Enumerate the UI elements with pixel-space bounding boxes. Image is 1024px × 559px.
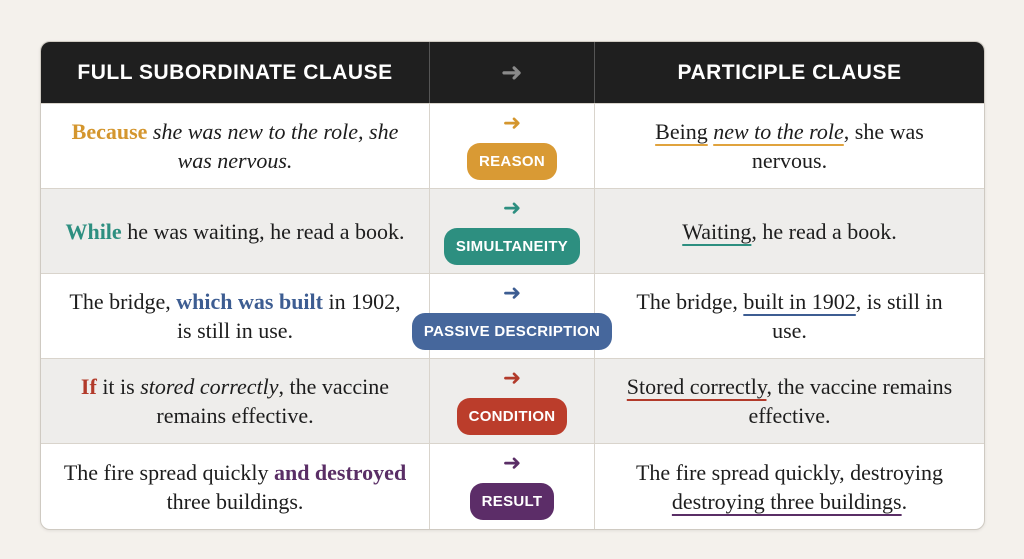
participle-highlight: built in 1902 <box>743 289 856 314</box>
clause-italic: stored correctly <box>140 374 279 399</box>
keyword: which was built <box>176 289 323 314</box>
row-reason-full <box>41 103 429 188</box>
header-arrow-icon: ➜ <box>429 42 595 103</box>
keyword: If <box>80 374 97 399</box>
row-passive-link <box>423 273 601 358</box>
row-condition-participle <box>595 358 984 443</box>
clause-text: The fire spread quickly <box>63 459 274 485</box>
row-passive-participle <box>595 273 984 358</box>
clause-text-2: . <box>901 488 908 514</box>
row-reason-participle <box>595 103 984 188</box>
row-result-participle <box>595 443 984 529</box>
table-grid <box>41 42 984 529</box>
clause-text-2: three buildings. <box>166 488 304 514</box>
row-result-full <box>41 443 429 529</box>
clause-text: she was new to the role, she was nervous. <box>147 119 399 173</box>
right-arrow-icon: ➜ <box>502 110 522 136</box>
clause-text: , she was nervous. <box>751 119 924 173</box>
keyword: and destroyed <box>273 459 407 485</box>
header-full-clause: FULL SUBORDINATE CLAUSE <box>41 42 429 103</box>
participle-highlight: destroying three buildings <box>671 488 902 514</box>
comparison-table <box>40 41 985 530</box>
header-participle-clause: PARTICIPLE CLAUSE <box>595 42 984 103</box>
clause-text: it is <box>96 374 141 399</box>
row-simultaneity-participle <box>595 188 984 273</box>
clause-text-2: , the vaccine remains effective. <box>156 374 390 428</box>
participle-highlight: Stored correctly <box>626 374 767 399</box>
clause-text: The bridge, <box>636 289 744 314</box>
clause-text-2: in 1902, is still in use. <box>176 289 401 343</box>
row-condition-link <box>429 358 595 443</box>
right-arrow-icon: ➜ <box>502 451 522 476</box>
clause-text-2: , is still in use. <box>772 289 943 343</box>
right-arrow-icon: ➜ <box>502 365 522 391</box>
row-simultaneity-full <box>41 188 429 273</box>
passive-description-badge: PASSIVE DESCRIPTION <box>412 313 612 350</box>
simultaneity-badge: SIMULTANEITY <box>444 228 580 265</box>
keyword: Because <box>71 119 148 144</box>
row-result-link <box>429 443 595 529</box>
right-arrow-icon: ➜ <box>502 280 522 306</box>
right-arrow-icon: ➜ <box>502 195 522 221</box>
row-passive-full <box>41 273 429 358</box>
condition-badge: CONDITION <box>457 398 568 435</box>
result-badge: RESULT <box>470 483 555 520</box>
reason-badge: REASON <box>467 143 557 180</box>
clause-text: The fire spread quickly, destroying <box>635 459 944 485</box>
row-simultaneity-link <box>429 188 595 273</box>
clause-text: he was waiting, he read a book. <box>121 218 405 244</box>
participle-highlight: Being <box>655 119 708 144</box>
participle-highlight-2: new to the role <box>713 119 844 144</box>
clause-text: , he read a book. <box>751 218 897 244</box>
clause-text: The bridge, <box>69 289 177 314</box>
participle-highlight: Waiting <box>682 218 752 244</box>
keyword: While <box>65 218 122 244</box>
row-reason-link <box>429 103 595 188</box>
clause-text: , the vaccine remains effective. <box>748 374 953 428</box>
row-condition-full <box>41 358 429 443</box>
